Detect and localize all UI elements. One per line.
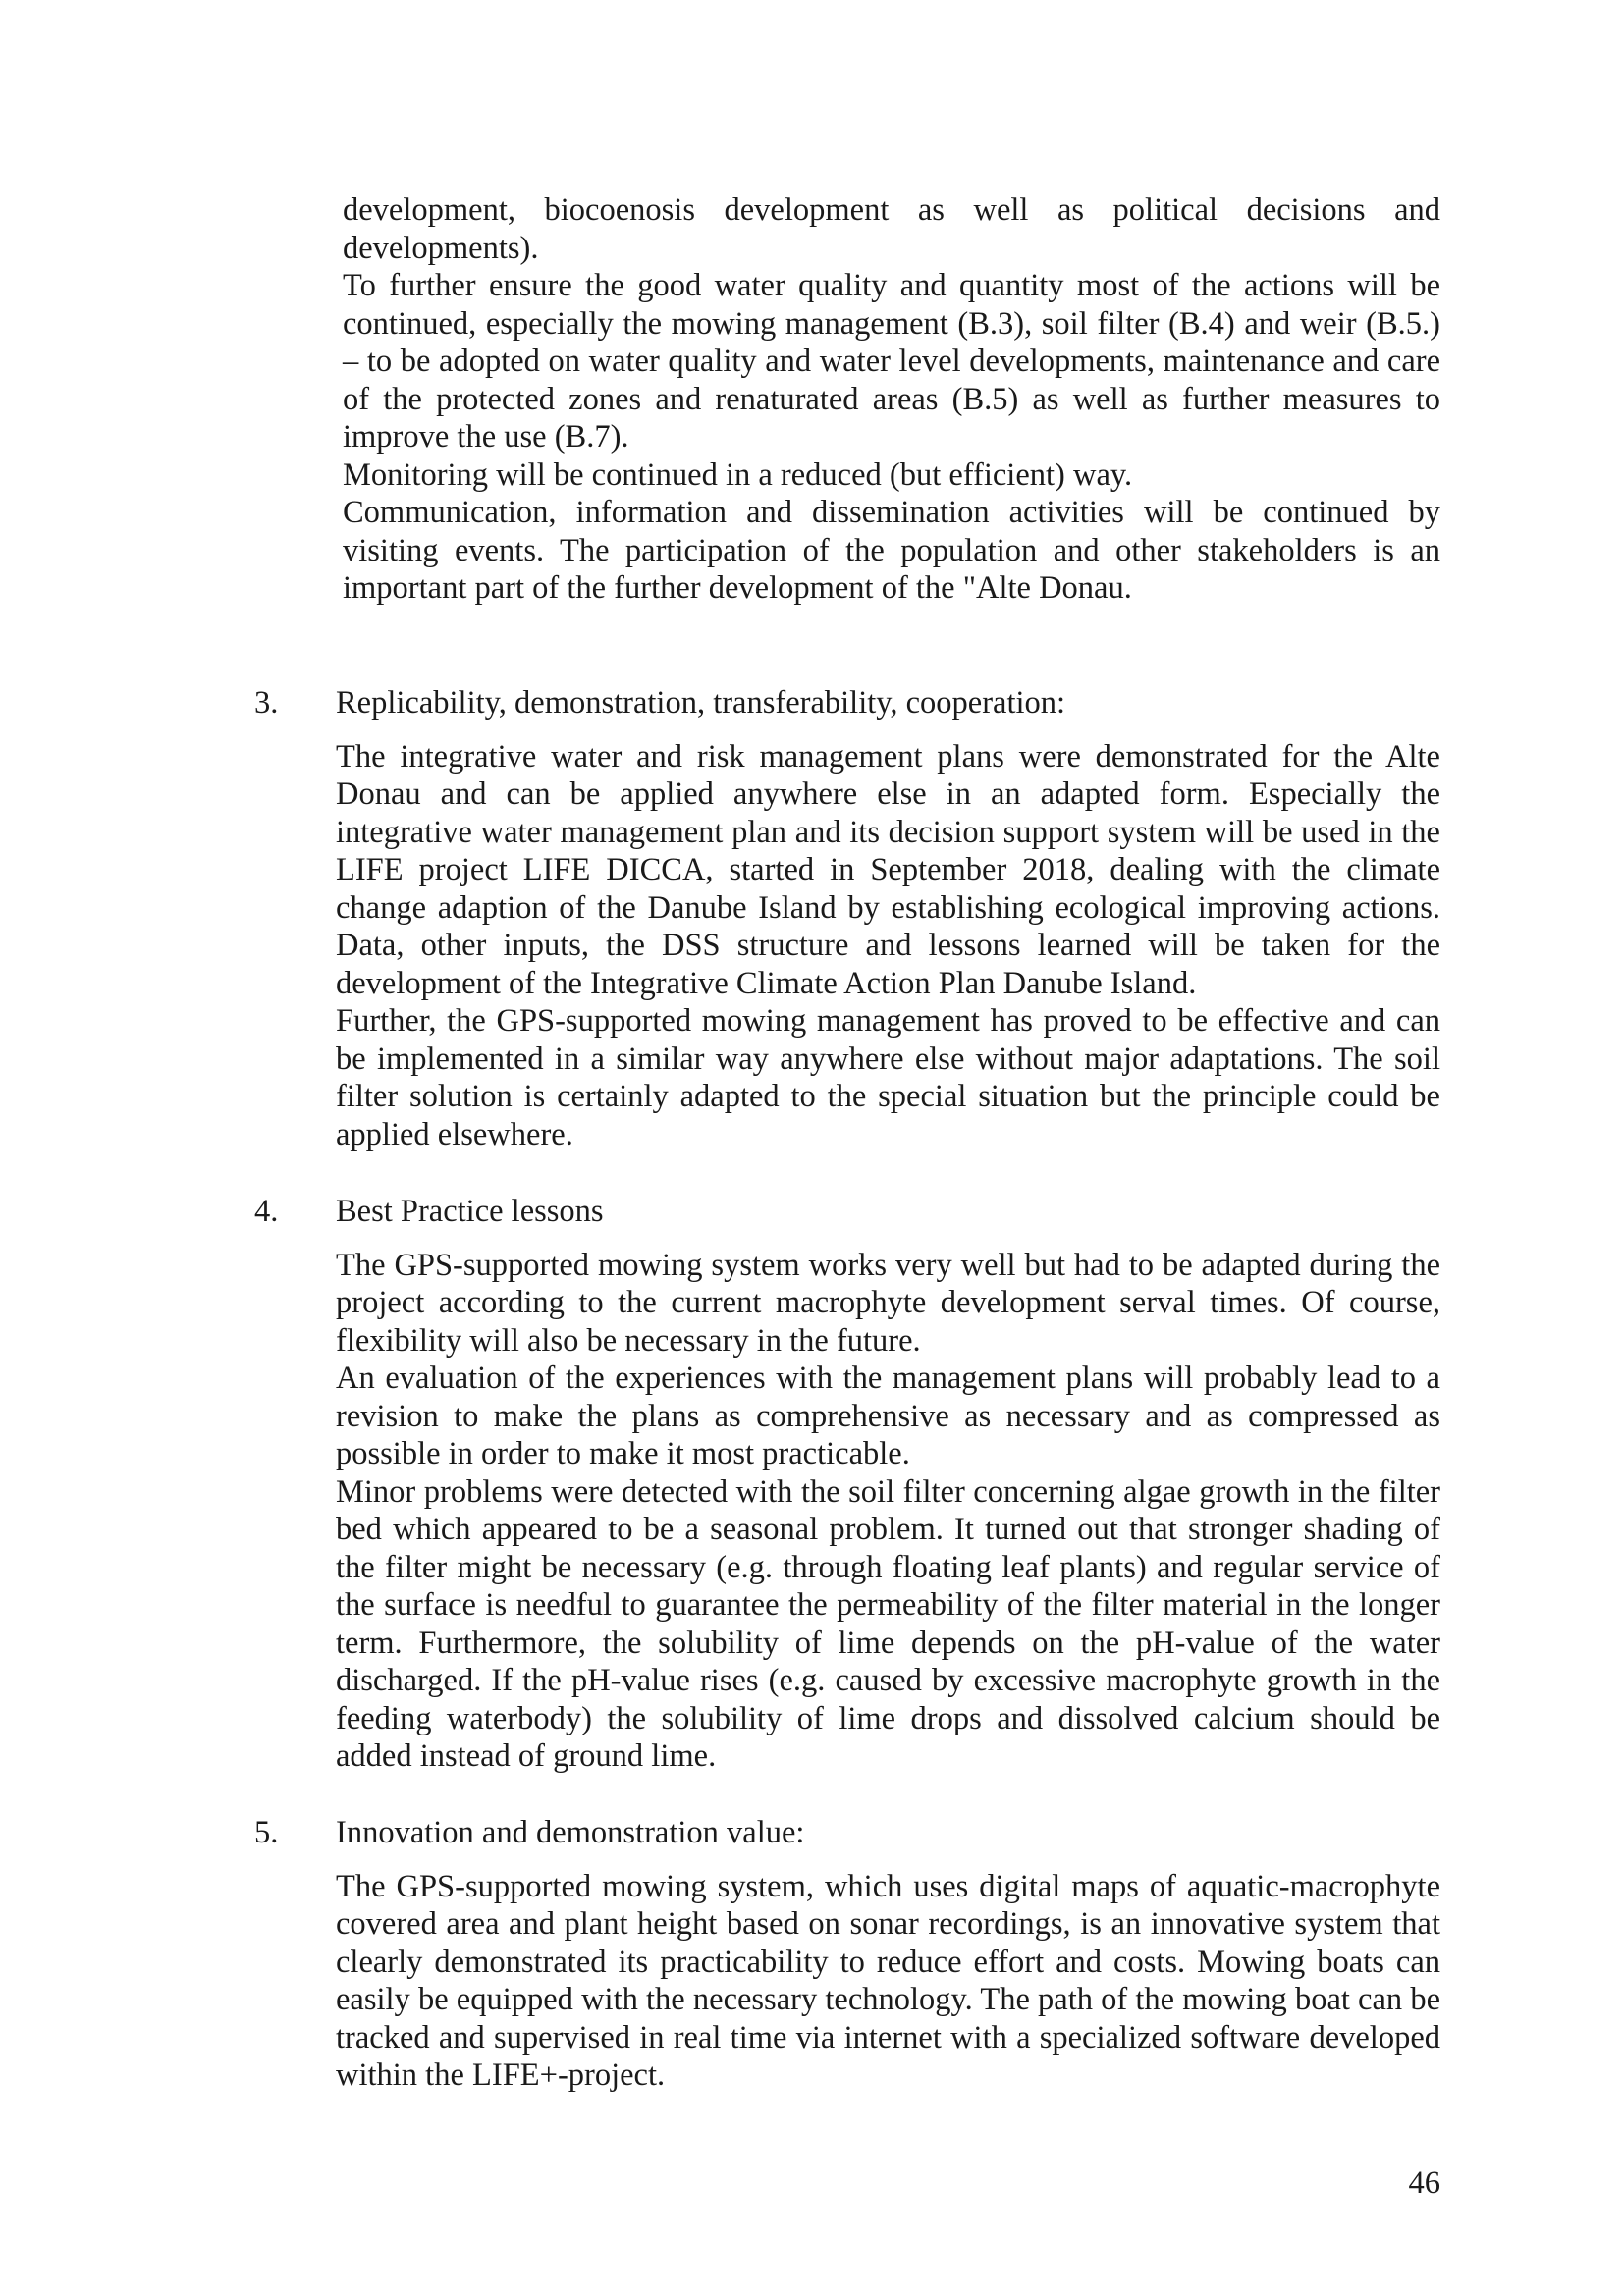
section-paragraph: The GPS-supported mowing system, which uses digital maps of aquatic-macrophyte covered area and plant height based on sonar recordings, is an innovative system that clearly demonstrated its practicability to reduce effort and costs. Mowing boats can easily be equipped with the necessary technology. The path of the mowing boat can be tracked and supervised in real time via internet with a specialized software developed within the LIFE+-project. [336, 1868, 1440, 2093]
section-title: Replicability, demonstration, transferability, cooperation: [336, 685, 1066, 721]
section-number: 4. [254, 1194, 279, 1229]
section-body [336, 1247, 1440, 1776]
intro-paragraph: To further ensure the good water quality and quantity most of the actions will be continued, especially the mowing management (B.3), soil filter (B.4) and weir (B.5.) – to be adopted on water quality and water level developments, maintenance and care of the protected zones and renaturated areas (B.5) as well as further measures to improve the use (B.7). [343, 268, 1440, 454]
section-paragraph: The integrative water and risk management plans were demonstrated for the Alte Donau and can be applied anywhere else in an adapted form. Especially the integrative water management plan and its decision support system will be used in the LIFE project LIFE DICCA, started in September 2018, dealing with the climate change adaption of the Danube Island by establishing ecological improving actions. Data, other inputs, the DSS structure and lessons learned will be taken for the development of the Integrative Climate Action Plan Danube Island. [336, 738, 1440, 1001]
section-innovation [254, 1814, 1440, 2095]
section-paragraph: Minor problems were detected with the soil filter concerning algae growth in the filter bed which appeared to be a seasonal problem. It turned out that stronger shading of the filter might be necessary (e.g. through floating leaf plants) and regular service of the surface is needful to guarantee the permeability of the filter material in the longer term. Furthermore, the solubility of lime depends on the pH-value of the water discharged. If the pH-value rises (e.g. caused by excessive macrophyte growth in the feeding waterbody) the solubility of lime drops and dissolved calcium should be added instead of ground lime. [336, 1473, 1440, 1774]
section-heading [254, 684, 1440, 722]
section-title: Innovation and demonstration value: [336, 1815, 805, 1850]
section-body [336, 1868, 1440, 2095]
section-paragraph: The GPS-supported mowing system works very well but had to be adapted during the project according to the current macrophyte development serval times. Of course, flexibility will also be necessary in the future. [336, 1247, 1440, 1359]
intro-paragraph: Communication, information and dissemination activities will be continued by visiting events. The participation of the population and other stakeholders is an important part of the further development of the "Alte Donau. [343, 495, 1440, 606]
intro-paragraph: development, biocoenosis development as well as political decisions and developments). [343, 192, 1440, 266]
section-heading [254, 1193, 1440, 1231]
section-heading [254, 1814, 1440, 1852]
section-paragraph: Further, the GPS-supported mowing management has proved to be effective and can be implemented in a similar way anywhere else without major adaptations. The soil filter solution is certainly adapted to the special situation but the principle could be applied elsewhere. [336, 1003, 1440, 1152]
intro-text-block [343, 191, 1440, 608]
section-number: 3. [254, 685, 279, 721]
page-number: 46 [1408, 2165, 1440, 2201]
section-title: Best Practice lessons [336, 1194, 604, 1229]
intro-paragraph: Monitoring will be continued in a reduced (but efficient) way. [343, 456, 1133, 493]
section-number: 5. [254, 1815, 279, 1850]
section-paragraph: An evaluation of the experiences with the management plans will probably lead to a revision to make the plans as comprehensive as necessary and as compressed as possible in order to make it most practicable. [336, 1361, 1440, 1471]
section-best-practice [254, 1193, 1440, 1776]
section-replicability [254, 684, 1440, 1153]
section-body [336, 738, 1440, 1154]
